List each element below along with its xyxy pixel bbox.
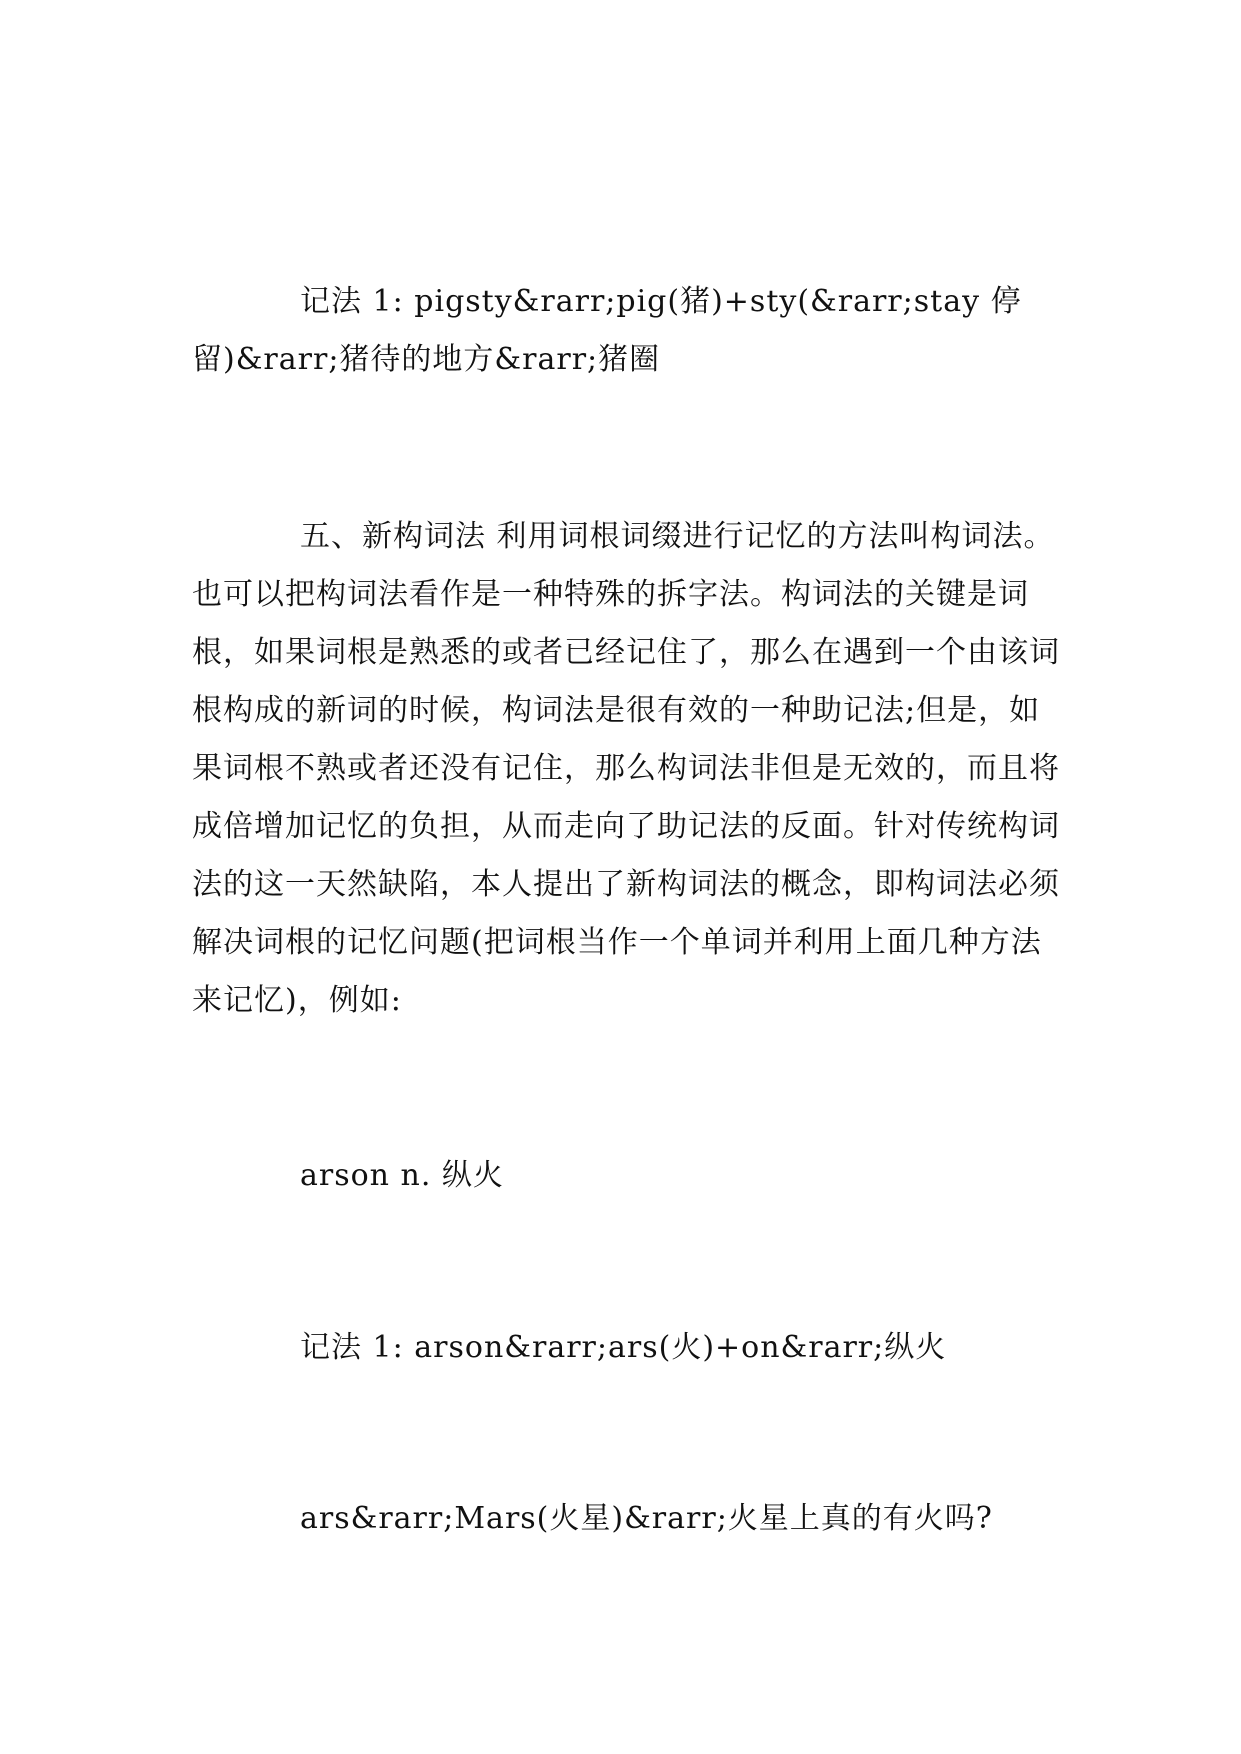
paragraph-mnemonic-arson: 记法 1: arson&rarr;ars(火)+on&rarr;纵火 [300,1330,947,1365]
paragraph-new-word-formation: 五、新构词法 利用词根词缀进行记忆的方法叫构词法。也可以把构词法看作是一种特殊的拆字法。构词法的关键是词根，如果词根是熟悉的或者已经记住了，那么在遇到一个由该词根构成的新词的时候，构词法是很有效的一种助记法;但是，如果词根不熟或者还没有记住，那么构词法非但是无效的，而且将成倍增加记忆的负担，从而走向了助记法的反面。针对传统构词法的这一天然缺陷，本人提出了新构词法的概念，即构词法必须解决词根的记忆问题(把词根当作一个单词并利用上面几种方法来记忆)，例如: [192,519,1060,1018]
paragraph-mars-note: ars&rarr;Mars(火星)&rarr;火星上真的有火吗? [300,1501,993,1536]
paragraph-arson-definition: arson n. 纵火 [300,1158,504,1193]
paragraph-mnemonic-pigsty: 记法 1: pigsty&rarr;pig(猪)+sty(&rarr;stay 停留)&rarr;猪待的地方&rarr;猪圈 [192,284,1022,377]
